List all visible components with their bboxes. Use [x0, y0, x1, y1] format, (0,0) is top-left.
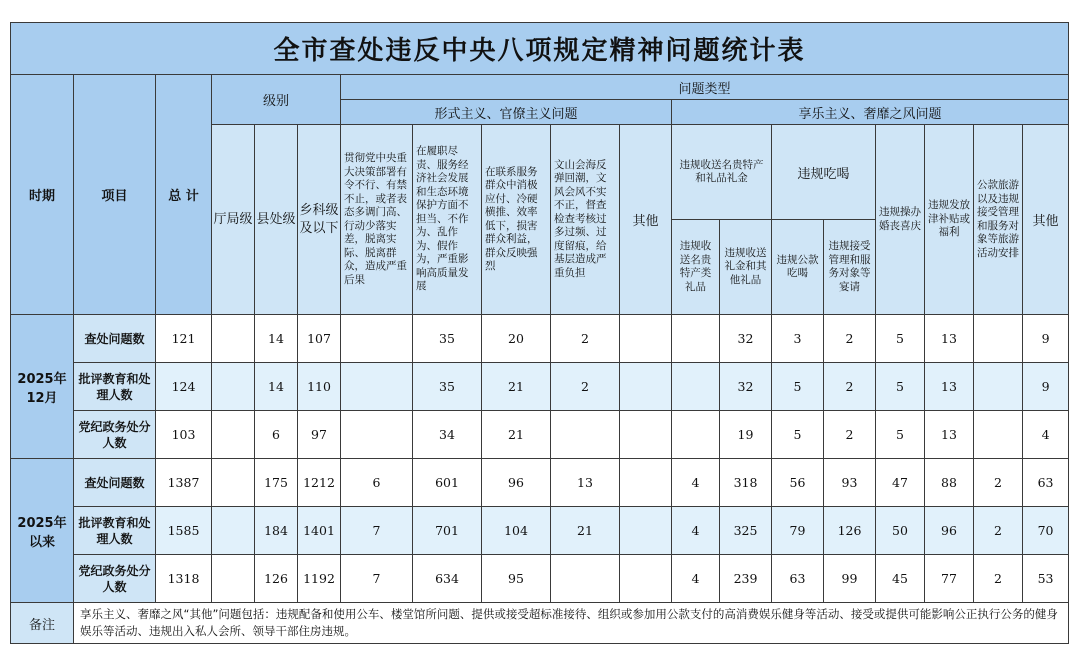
cell-f1: 6 [341, 459, 413, 507]
cell-level-ting [212, 315, 255, 363]
cell-level-xian: 184 [255, 507, 298, 555]
note-text: 享乐主义、奢靡之风“其他”问题包括：违规配备和使用公车、楼堂馆所问题、提供或接受超标准接待、组织或参加用公款支付的高消费娱乐健身等活动、接受或提供可能影响公正执行公务的健身娱乐等活动、违规出入私人会所、领导干部住房违规。 [74, 603, 1069, 644]
cell-h-gift1 [672, 411, 720, 459]
cell-h3: 5 [876, 363, 925, 411]
cell-f3: 96 [482, 459, 551, 507]
cell-h-gift1: 4 [672, 459, 720, 507]
cell-h-eat1: 5 [772, 411, 824, 459]
cell-h6: 9 [1023, 315, 1069, 363]
header-formalism-other: 其他 [620, 125, 672, 315]
cell-f5 [620, 507, 672, 555]
cell-h3: 47 [876, 459, 925, 507]
cell-level-xiang: 1192 [298, 555, 341, 603]
cell-h-gift2: 32 [720, 315, 772, 363]
cell-h4: 77 [925, 555, 974, 603]
cell-f2: 34 [413, 411, 482, 459]
header-hedonism-subsidy: 违规发放津补贴或福利 [925, 125, 974, 315]
cell-h5: 2 [974, 555, 1023, 603]
cell-h5: 2 [974, 507, 1023, 555]
cell-f1 [341, 363, 413, 411]
cell-h4: 88 [925, 459, 974, 507]
cell-f2: 601 [413, 459, 482, 507]
table-title: 全市查处违反中央八项规定精神问题统计表 [11, 23, 1069, 75]
cell-f4: 2 [551, 315, 620, 363]
stats-table [10, 22, 1069, 644]
cell-level-ting [212, 411, 255, 459]
cell-total: 124 [156, 363, 212, 411]
header-total: 总 计 [156, 75, 212, 315]
row-label: 查处问题数 [74, 315, 156, 363]
cell-h-eat2: 2 [824, 315, 876, 363]
cell-f3: 95 [482, 555, 551, 603]
cell-f1: 7 [341, 555, 413, 603]
header-hedonism-eat-2: 违规接受管理和服务对象等宴请 [824, 220, 876, 315]
cell-h-gift1 [672, 363, 720, 411]
cell-h5 [974, 315, 1023, 363]
cell-h-gift1 [672, 315, 720, 363]
cell-h-eat1: 5 [772, 363, 824, 411]
cell-f5 [620, 459, 672, 507]
cell-f3: 20 [482, 315, 551, 363]
cell-level-xiang: 97 [298, 411, 341, 459]
cell-h-eat2: 126 [824, 507, 876, 555]
header-formalism-4: 文山会海反弹回潮，文风会风不实不正，督查检查考核过多过频、过度留痕，给基层造成严重负担 [551, 125, 620, 315]
cell-h5: 2 [974, 459, 1023, 507]
note-label: 备注 [11, 603, 74, 644]
cell-level-xiang: 107 [298, 315, 341, 363]
cell-level-xiang: 1212 [298, 459, 341, 507]
cell-f2: 701 [413, 507, 482, 555]
cell-h-gift2: 19 [720, 411, 772, 459]
cell-total: 1585 [156, 507, 212, 555]
header-level-xian: 县处级 [255, 125, 298, 315]
cell-f4: 2 [551, 363, 620, 411]
cell-total: 1318 [156, 555, 212, 603]
stats-table-container [10, 22, 1068, 644]
header-formalism: 形式主义、官僚主义问题 [341, 100, 672, 125]
cell-h6: 63 [1023, 459, 1069, 507]
cell-h-eat1: 79 [772, 507, 824, 555]
cell-h-gift1: 4 [672, 555, 720, 603]
header-formalism-2: 在履职尽责、服务经济社会发展和生态环境保护方面不担当、不作为、乱作为、假作为，严重影响高质量发展 [413, 125, 482, 315]
header-hedonism: 享乐主义、奢靡之风问题 [672, 100, 1069, 125]
cell-f5 [620, 555, 672, 603]
header-level-xiang: 乡科级及以下 [298, 125, 341, 315]
cell-h-eat2: 99 [824, 555, 876, 603]
header-problem-type: 问题类型 [341, 75, 1069, 100]
cell-h4: 13 [925, 411, 974, 459]
cell-h6: 9 [1023, 363, 1069, 411]
cell-f5 [620, 315, 672, 363]
cell-total: 1387 [156, 459, 212, 507]
cell-level-xian: 6 [255, 411, 298, 459]
row-label: 党纪政务处分人数 [74, 555, 156, 603]
cell-h3: 50 [876, 507, 925, 555]
cell-level-xian: 14 [255, 315, 298, 363]
cell-h4: 96 [925, 507, 974, 555]
row-label: 批评教育和处理人数 [74, 507, 156, 555]
header-hedonism-gift-2: 违规收送礼金和其他礼品 [720, 220, 772, 315]
cell-f3: 21 [482, 363, 551, 411]
cell-level-xiang: 110 [298, 363, 341, 411]
cell-h-eat1: 3 [772, 315, 824, 363]
cell-level-xian: 126 [255, 555, 298, 603]
cell-f5 [620, 363, 672, 411]
cell-h-gift2: 325 [720, 507, 772, 555]
cell-h3: 5 [876, 315, 925, 363]
cell-f3: 104 [482, 507, 551, 555]
cell-f2: 634 [413, 555, 482, 603]
cell-total: 103 [156, 411, 212, 459]
cell-f1 [341, 315, 413, 363]
cell-f1: 7 [341, 507, 413, 555]
cell-h6: 70 [1023, 507, 1069, 555]
header-item: 项目 [74, 75, 156, 315]
cell-f3: 21 [482, 411, 551, 459]
cell-h3: 45 [876, 555, 925, 603]
cell-f5 [620, 411, 672, 459]
header-hedonism-gift-1: 违规收送名贵特产类礼品 [672, 220, 720, 315]
cell-h-eat2: 2 [824, 363, 876, 411]
cell-h-gift2: 318 [720, 459, 772, 507]
header-hedonism-travel: 公款旅游以及违规接受管理和服务对象等旅游活动安排 [974, 125, 1023, 315]
cell-level-xiang: 1401 [298, 507, 341, 555]
header-hedonism-eat: 违规吃喝 [772, 125, 876, 220]
header-formalism-3: 在联系服务群众中消极应付、冷硬横推、效率低下，损害群众利益，群众反映强烈 [482, 125, 551, 315]
header-period: 时期 [11, 75, 74, 315]
group-period-ytd: 2025年以来 [11, 459, 74, 603]
cell-h-eat2: 2 [824, 411, 876, 459]
cell-h6: 53 [1023, 555, 1069, 603]
cell-h-gift2: 239 [720, 555, 772, 603]
row-label: 党纪政务处分人数 [74, 411, 156, 459]
cell-level-ting [212, 555, 255, 603]
cell-h-eat1: 56 [772, 459, 824, 507]
row-label: 批评教育和处理人数 [74, 363, 156, 411]
cell-level-ting [212, 363, 255, 411]
cell-total: 121 [156, 315, 212, 363]
cell-level-xian: 175 [255, 459, 298, 507]
cell-f2: 35 [413, 315, 482, 363]
cell-level-ting [212, 459, 255, 507]
header-formalism-1: 贯彻党中央重大决策部署有令不行、有禁不止，或者表态多调门高、行动少落实差，脱离实际、脱离群众，造成严重后果 [341, 125, 413, 315]
cell-h6: 4 [1023, 411, 1069, 459]
cell-f4: 13 [551, 459, 620, 507]
cell-level-ting [212, 507, 255, 555]
cell-f4 [551, 555, 620, 603]
header-level-ting: 厅局级 [212, 125, 255, 315]
header-level: 级别 [212, 75, 341, 125]
cell-level-xian: 14 [255, 363, 298, 411]
row-label: 查处问题数 [74, 459, 156, 507]
cell-f4 [551, 411, 620, 459]
cell-h-eat2: 93 [824, 459, 876, 507]
cell-f1 [341, 411, 413, 459]
cell-h5 [974, 363, 1023, 411]
cell-h-gift1: 4 [672, 507, 720, 555]
header-hedonism-other: 其他 [1023, 125, 1069, 315]
cell-f4: 21 [551, 507, 620, 555]
cell-f2: 35 [413, 363, 482, 411]
group-period-dec: 2025年12月 [11, 315, 74, 459]
header-hedonism-gift: 违规收送名贵特产和礼品礼金 [672, 125, 772, 220]
cell-h3: 5 [876, 411, 925, 459]
cell-h4: 13 [925, 363, 974, 411]
header-hedonism-eat-1: 违规公款吃喝 [772, 220, 824, 315]
cell-h-gift2: 32 [720, 363, 772, 411]
cell-h5 [974, 411, 1023, 459]
cell-h4: 13 [925, 315, 974, 363]
header-hedonism-wedding: 违规操办婚丧喜庆 [876, 125, 925, 315]
cell-h-eat1: 63 [772, 555, 824, 603]
